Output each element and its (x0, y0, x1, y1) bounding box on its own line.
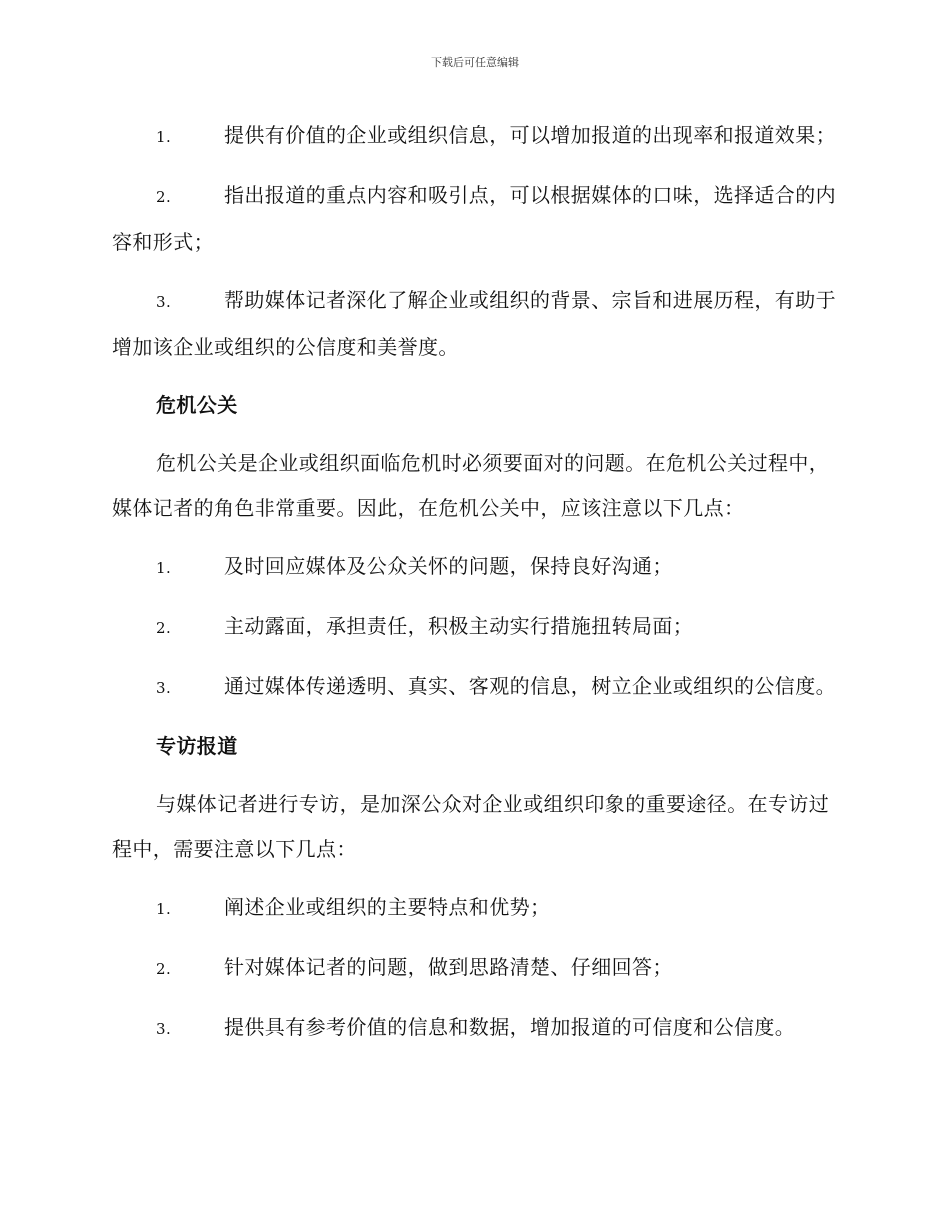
document-body (112, 113, 836, 1065)
list-item (112, 945, 836, 992)
list-text: 提供具有参考价值的信息和数据，增加报道的可信度和公信度。 (224, 1015, 796, 1039)
list-item (112, 544, 836, 591)
list-item (112, 885, 836, 932)
list-item (112, 604, 836, 651)
section-paragraph-interview: 与媒体记者进行专访，是加深公众对企业或组织印象的重要途径。在专访过程中，需要注意以下几点： (112, 792, 830, 861)
list-item (112, 664, 836, 711)
list-text: 及时回应媒体及公众关怀的问题，保持良好沟通； (224, 554, 673, 578)
list-number: 2. (156, 188, 172, 206)
list-number: 3. (156, 293, 172, 311)
section-paragraph-crisis: 危机公关是企业或组织面临危机时必须要面对的问题。在危机公关过程中，媒体记者的角色非常重要。因此，在危机公关中，应该注意以下几点： (112, 451, 830, 520)
page-header: 下载后可任意编辑 (431, 56, 519, 69)
list-text: 提供有价值的企业或组织信息，可以增加报道的出现率和报道效果； (224, 123, 836, 147)
list-item (112, 173, 836, 265)
list-text: 主动露面，承担责任，积极主动实行措施扭转局面； (224, 614, 694, 638)
list-number: 1. (156, 900, 172, 918)
list-text: 指出报道的重点内容和吸引点，可以根据媒体的口味，选择适合的内容和形式； (112, 183, 836, 254)
list-number: 1. (156, 559, 172, 577)
list-number: 3. (156, 679, 172, 697)
section-heading-interview: 专访报道 (156, 734, 238, 758)
list-number: 2. (156, 960, 172, 978)
list-item (112, 113, 836, 160)
list-text: 通过媒体传递透明、真实、客观的信息，树立企业或组织的公信度。 (224, 674, 836, 698)
list-number: 2. (156, 619, 172, 637)
list-number: 1. (156, 128, 172, 146)
list-text: 帮助媒体记者深化了解企业或组织的背景、宗旨和进展历程，有助于增加该企业或组织的公信度和美誉度。 (112, 288, 836, 359)
list-item (112, 278, 836, 370)
list-number: 3. (156, 1020, 172, 1038)
list-item (112, 1005, 836, 1052)
list-text: 阐述企业或组织的主要特点和优势； (224, 895, 551, 919)
list-text: 针对媒体记者的问题，做到思路清楚、仔细回答； (224, 955, 673, 979)
section-heading-crisis: 危机公关 (156, 393, 238, 417)
